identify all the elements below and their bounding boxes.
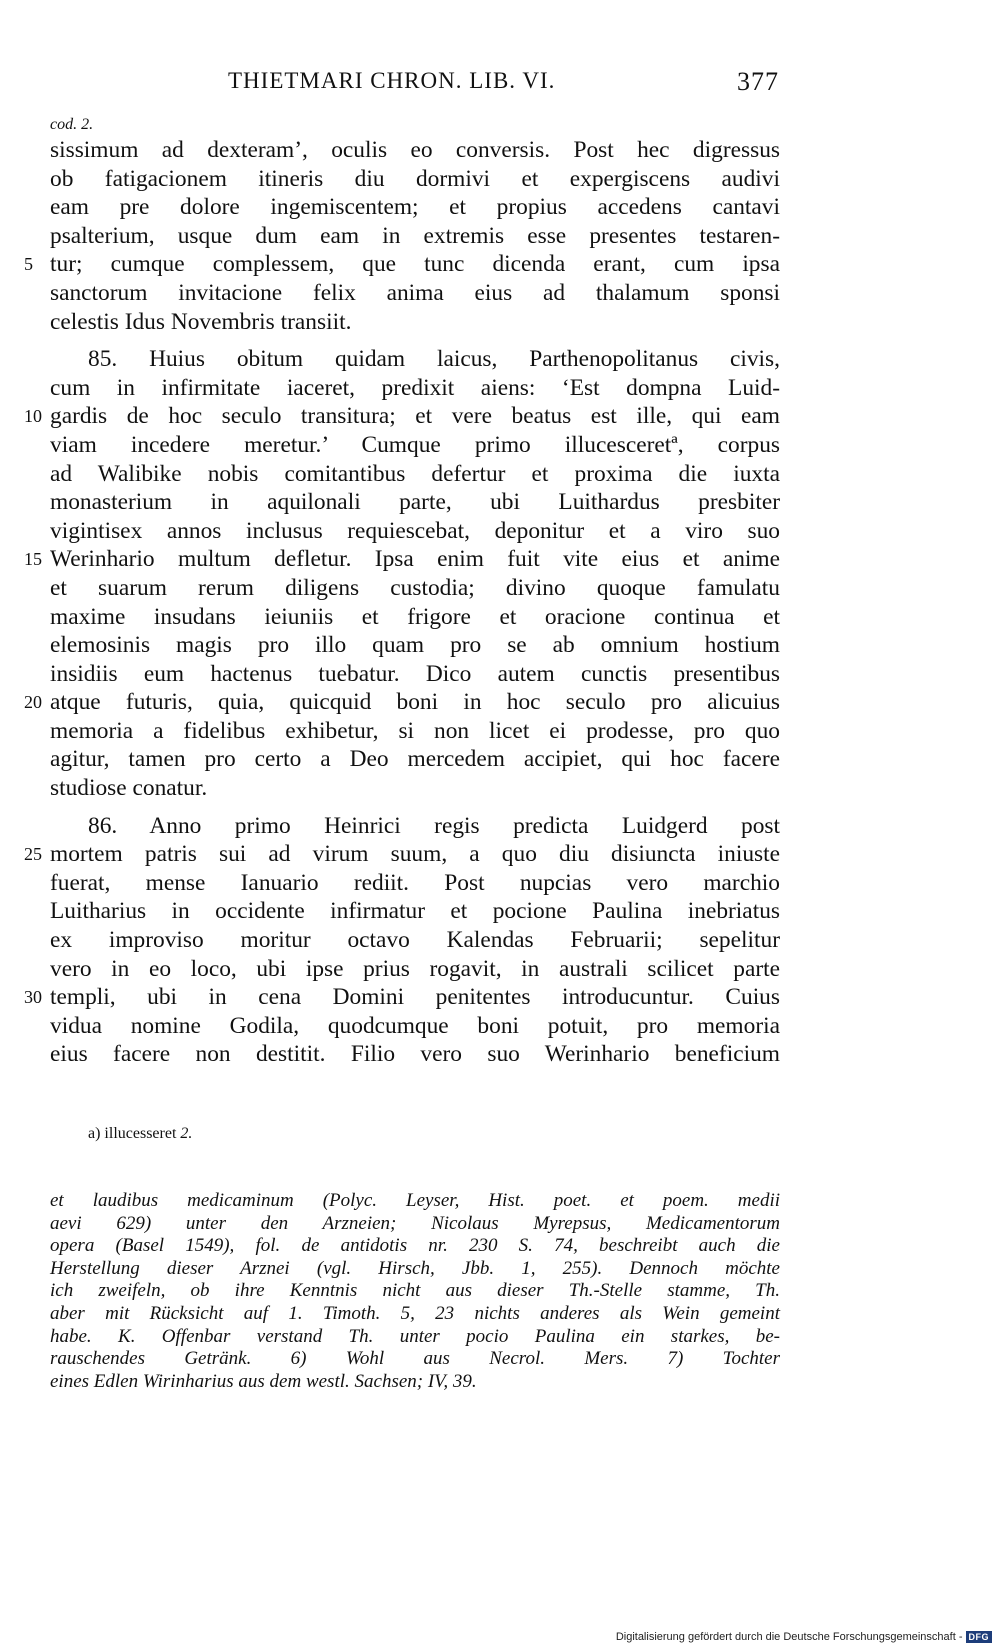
text-line <box>24 983 780 1012</box>
commentary-line: rauschendes Getränk. 6) Wohl aus Necrol. Mers. 7) Tochter <box>50 1348 780 1370</box>
text-line-content: 86. Anno primo Heinrici regis predicta Luidgerd post <box>88 812 780 839</box>
page-number: 377 <box>737 67 779 96</box>
commentary-notes <box>50 1190 780 1393</box>
text-line-content: memoria a fidelibus exhibetur, si non licet ei prodesse, pro quo <box>50 717 780 744</box>
text-line <box>50 869 780 898</box>
text-line <box>50 745 780 774</box>
text-line <box>24 840 780 869</box>
text-line-content: vigintisex annos inclusus requiescebat, deponitur et a viro suo <box>50 517 780 544</box>
text-line <box>50 717 780 746</box>
commentary-line: opera (Basel 1549), fol. de antidotis nr. 230 S. 74, beschreibt auch die <box>50 1235 780 1257</box>
text-line <box>24 402 780 431</box>
commentary-line: ich zweifeln, ob ihre Kenntnis nicht aus dieser Th.-Stelle stamme, Th. <box>50 1280 780 1302</box>
text-line <box>50 926 780 955</box>
text-line-content: tur; cumque complessem, que tunc dicenda erant, cum ipsa <box>50 251 780 278</box>
text-line-content: viam incedere meretur.’ Cumque primo illucesceretª, corpus <box>50 431 780 458</box>
text-line <box>50 136 780 165</box>
text-line-content: ex improviso moritur octavo Kalendas Februarii; sepelitur <box>50 927 780 954</box>
line-number: 25 <box>24 844 42 865</box>
variant-note <box>88 1125 192 1143</box>
text-line-content: fuerat, mense Ianuario rediit. Post nupcias vero marchio <box>50 869 780 896</box>
footer-credit <box>616 1631 992 1643</box>
text-line-content: insidiis eum hactenus tuebatur. Dico autem cunctis presentibus <box>50 660 780 687</box>
commentary-line: Herstellung dieser Arznei (vgl. Hirsch, Jbb. 1, 255). Dennoch möchte <box>50 1257 780 1279</box>
line-number: 30 <box>24 987 42 1008</box>
text-line <box>50 897 780 926</box>
text-line <box>50 812 780 841</box>
running-title: THIETMARI CHRON. LIB. VI. <box>228 68 556 93</box>
text-line-content: vidua nomine Godila, quodcumque boni potuit, pro memoria <box>50 1012 780 1039</box>
line-number: 15 <box>24 549 42 570</box>
text-line <box>50 345 780 374</box>
variant-reading: a) illucesseret <box>88 1125 177 1142</box>
text-line-content: et suarum rerum diligens custodia; divino quoque famulatu <box>50 574 780 601</box>
text-line <box>50 1012 780 1041</box>
text-line-content: eius facere non destitit. Filio vero suo Werinhario beneficium <box>50 1041 780 1068</box>
text-line-content: studiose conatur. <box>50 775 208 802</box>
commentary-line: et laudibus medicaminum (Polyc. Leyser, Hist. poet. et poem. medii <box>50 1190 780 1211</box>
text-line <box>50 774 780 803</box>
text-line-content: sissimum ad dexteram’, oculis eo conversis. Post hec digressus <box>50 137 780 163</box>
text-line <box>50 308 780 337</box>
variant-witness: 2. <box>180 1125 193 1142</box>
text-line <box>50 574 780 603</box>
text-line <box>50 374 780 403</box>
text-line <box>50 165 780 194</box>
text-line <box>50 955 780 984</box>
text-line-content: cum in infirmitate iaceret, predixit aiens: ‘Est dompna Luid- <box>50 374 780 401</box>
footer-credit-text: Digitalisierung gefördert durch die Deutsche Forschungsgemeinschaft - <box>615 1631 963 1643</box>
text-line-content: psalterium, usque dum eam in extremis esse presentes testaren- <box>50 222 780 249</box>
text-line-content: eam pre dolore ingemiscentem; et propius accedens cantavi <box>50 194 780 221</box>
text-line <box>24 688 780 717</box>
text-line <box>50 222 780 251</box>
text-line <box>50 460 780 489</box>
line-number: 20 <box>24 692 42 713</box>
main-text <box>24 136 780 1069</box>
commentary-line: habe. K. Offenbar verstand Th. unter pocio Paulina ein starkes, be- <box>50 1325 780 1347</box>
text-line <box>50 1040 780 1069</box>
text-line-content: ad Walibike nobis comitantibus defertur et proxima die iuxta <box>50 460 780 487</box>
line-number: 5 <box>24 254 33 275</box>
line-number: 10 <box>24 406 42 427</box>
text-line <box>50 660 780 689</box>
commentary-line: aber mit Rücksicht auf 1. Timoth. 5, 23 nichts anderes als Wein gemeint <box>50 1302 780 1324</box>
text-line-content: maxime insudans ieiuniis et frigore et oracione continua et <box>50 603 780 630</box>
text-line <box>50 517 780 546</box>
text-line-content: atque futuris, quia, quicquid boni in hoc seculo pro alicuius <box>50 689 780 716</box>
text-line <box>50 193 780 222</box>
text-line <box>50 631 780 660</box>
text-line-content: mortem patris sui ad virum suum, a quo diu disiuncta iniuste <box>50 841 780 868</box>
text-line <box>24 250 780 279</box>
text-line-content: 85. Huius obitum quidam laicus, Parthenopolitanus civis, <box>88 346 780 373</box>
text-line-content: Luitharius in occidente infirmatur et pocione Paulina inebriatus <box>50 898 780 925</box>
text-line <box>50 279 780 308</box>
text-line-content: vero in eo loco, ubi ipse prius rogavit, in australi scilicet parte <box>50 955 780 982</box>
manuscript-siglum: cod. 2. <box>50 116 94 133</box>
text-line-content: Werinhario multum defletur. Ipsa enim fuit vite eius et anime <box>50 546 780 573</box>
commentary-line: aevi 629) unter den Arzneien; Nicolaus Myrepsus, Medicamentorum <box>50 1212 780 1234</box>
text-line-content: celestis Idus Novembris transiit. <box>50 308 352 335</box>
dfg-logo-icon: DFG <box>966 1631 993 1643</box>
text-line <box>50 603 780 632</box>
text-line <box>50 431 780 460</box>
text-line-content: sanctorum invitacione felix anima eius ad thalamum sponsi <box>50 279 780 306</box>
text-line-content: monasterium in aquilonali parte, ubi Luithardus presbiter <box>50 489 780 516</box>
text-line-content: gardis de hoc seculo transitura; et vere beatus est ille, qui eam <box>50 403 780 430</box>
text-line-content: ob fatigacionem itineris diu dormivi et expergiscens audivi <box>50 165 780 192</box>
text-line <box>50 488 780 517</box>
commentary-line: eines Edlen Wirinharius aus dem westl. Sachsen; IV, 39. <box>50 1370 477 1392</box>
text-line <box>24 545 780 574</box>
text-line-content: templi, ubi in cena Domini penitentes introducuntur. Cuius <box>50 984 780 1011</box>
text-line-content: agitur, tamen pro certo a Deo mercedem accipiet, qui hoc facere <box>50 746 780 773</box>
text-line-content: elemosinis magis pro illo quam pro se ab omnium hostium <box>50 632 780 659</box>
